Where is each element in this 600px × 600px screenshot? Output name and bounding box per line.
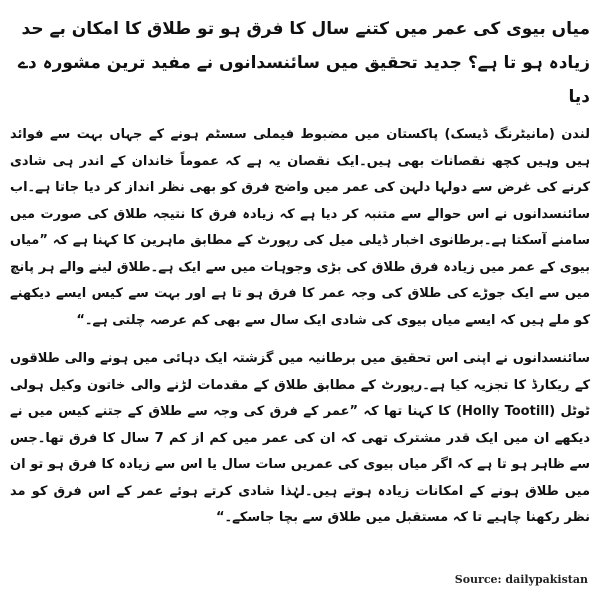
article-headline: میاں بیوی کی عمر میں کتنے سال کا فرق ہو تو طلاق کا امکان بے حد زیادہ ہو تا ہے؟ جدید تحقیق میں سائنسدانوں نے مفید ترین مشورہ دے دیا <box>18 19 590 107</box>
article-paragraph-2: سائنسدانوں نے اپنی اس تحقیق میں برطانیہ میں گزشتہ ایک دہائی میں ہونے والی طلاقوں کے ریکارڈ کا تجزیہ کیا ہے۔رپورٹ کے مطابق طلاق کے مقدمات لڑنے والی خاتون وکیل ہولی ٹوٹل (Holly Tootill) کا کہنا تھا کہ ”عمر کے فرق کی وجہ سے طلاق کے جتنے کیس میں نے دیکھے ان میں ایک قدر مشترک تھی کہ ان کی عمر میں کم از کم 7 سال کا فرق تھا۔جس سے ظاہر ہو تا ہے کہ اگر میاں بیوی کی عمریں سات سال یا اس سے زیادہ کا فرق ہو تو ان میں طلاق ہونے کے امکانات زیادہ ہوتے ہیں۔لہٰذا شادی کرتے ہوئے عمر کے اس فرق کو مد نظر رکھنا چاہیے تا کہ مستقبل میں طلاق سے بچا جاسکے۔“ <box>10 351 591 525</box>
source-credit: Source: dailypakistan <box>454 573 588 586</box>
article-paragraph-1: لندن (مانیٹرنگ ڈیسک) پاکستان میں مضبوط فیملی سسٹم ہونے کے جہاں بہت سے فوائد ہیں وہیں کچھ نقصانات بھی ہیں۔ایک نقصان یہ ہے کہ عموماً خاندان کے اندر ہی شادی کرنے کی غرض سے دولہا دلہن کی عمر میں واضح فرق کو بھی نظر انداز کر دیا جاتا ہے۔اب سائنسدانوں نے اس حوالے سے متنبہ کر دیا ہے کہ زیادہ فرق کا نتیجہ طلاق کی صورت میں سامنے آسکتا ہے۔برطانوی اخبار ڈیلی میل کی رپورٹ کے مطابق ماہرین کا کہنا ہے کہ ”میاں بیوی کے عمر میں زیادہ فرق طلاق کی بڑی وجوہات میں سے ایک ہے۔طلاق لینے والے ہر پانچ میں سے ایک جوڑے کی طلاق کی وجہ عمر کا فرق ہو تا ہے اور بہت سے کیس ایسے دیکھنے کو ملے ہیں کہ ایسے میاں بیوی کی شادی ایک سال سے بھی کم عرصہ چلتی ہے۔“ <box>10 127 590 328</box>
